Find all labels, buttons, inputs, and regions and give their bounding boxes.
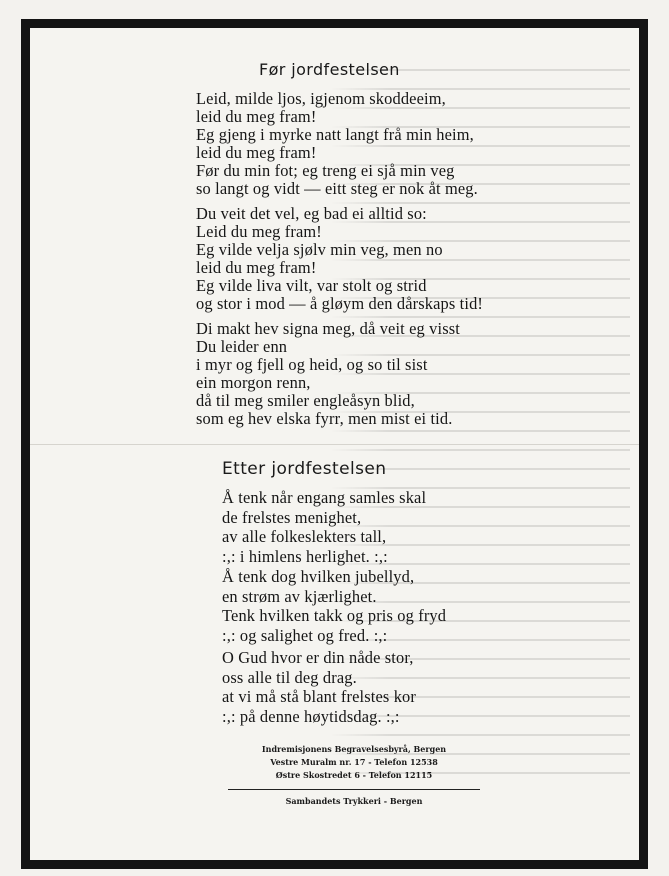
imprint-address-2: Østre Skostredet 6 - Telefon 12115 [275, 770, 433, 780]
verse-line: Eg gjeng i myrke natt langt frå min heim, [196, 125, 474, 144]
verse-line: Du veit det vel, eg bad ei alltid so: [196, 204, 427, 223]
verse-line: :,: i himlens herlighet. :,: [222, 546, 388, 566]
verse-line: Å tenk når engang samles skal [222, 488, 427, 507]
verse-line: i myr og fjell og heid, og so til sist [196, 355, 428, 374]
verse-line: Leid du meg fram! [196, 222, 322, 241]
verse-line: oss alle til deg drag. [222, 667, 357, 687]
verse-line: :,: og salighet og fred. :,: [222, 625, 388, 645]
imprint-address-1: Vestre Muralm nr. 17 - Telefon 12538 [270, 757, 438, 767]
verse-line: av alle folkeslekters tall, [222, 527, 387, 546]
verse-line: ein morgon renn, [196, 373, 311, 392]
verse-line: leid du meg fram! [196, 107, 317, 126]
verse-line: leid du meg fram! [196, 258, 317, 277]
verse-line: Å tenk dog hvilken jubellyd, [222, 567, 415, 586]
imprint-name: Indremisjonens Begravelsesbyrå, Bergen [261, 744, 447, 754]
verse-line: :,: på denne høytidsdag. :,: [222, 706, 400, 726]
section-title-before-burial: Før jordfestelsen [259, 60, 400, 79]
verse-line: Før du min fot; eg treng ei sjå min veg [196, 161, 455, 180]
funeral-home-imprint [228, 743, 480, 782]
verse-line: som eg hev elska fyrr, men mist ei tid. [196, 409, 453, 428]
verse-line: O Gud hvor er din nåde stor, [222, 648, 414, 667]
verse-line: Tenk hvilken takk og pris og fryd [222, 606, 447, 625]
hymn1-stanza-1 [196, 90, 478, 198]
hymn2-stanza-1 [222, 488, 426, 566]
verse-line: Eg vilde velja sjølv min veg, men no [196, 240, 443, 259]
verse-line: og stor i mod — å gløym den dårskaps tid! [196, 294, 484, 313]
verse-line: Leid, milde ljos, igjenom skoddeeim, [196, 89, 446, 108]
verse-line: då til meg smiler engleåsyn blid, [196, 391, 415, 410]
verse-line: so langt og vidt — eitt steg er nok åt meg. [196, 179, 478, 198]
verse-line: Eg vilde liva vilt, var stolt og strid [196, 276, 427, 295]
hymn2-stanza-3 [222, 648, 416, 726]
hymn2-stanza-2 [222, 567, 446, 645]
paper-fold-line [30, 444, 639, 445]
verse-line: Di makt hev signa meg, då veit eg visst [196, 319, 460, 338]
hymn1-stanza-2 [196, 205, 483, 313]
verse-line: at vi må stå blant frelstes kor [222, 687, 416, 706]
printer-credit: Sambandets Trykkeri - Bergen [285, 796, 423, 806]
verse-line: en strøm av kjærlighet. [222, 586, 377, 606]
section-title-after-burial: Etter jordfestelsen [222, 459, 387, 479]
divider-rule [228, 789, 480, 790]
verse-line: Du leider enn [196, 337, 288, 356]
verse-line: leid du meg fram! [196, 143, 317, 162]
verse-line: de frelstes menighet, [222, 507, 362, 527]
hymn1-stanza-3 [196, 320, 460, 428]
